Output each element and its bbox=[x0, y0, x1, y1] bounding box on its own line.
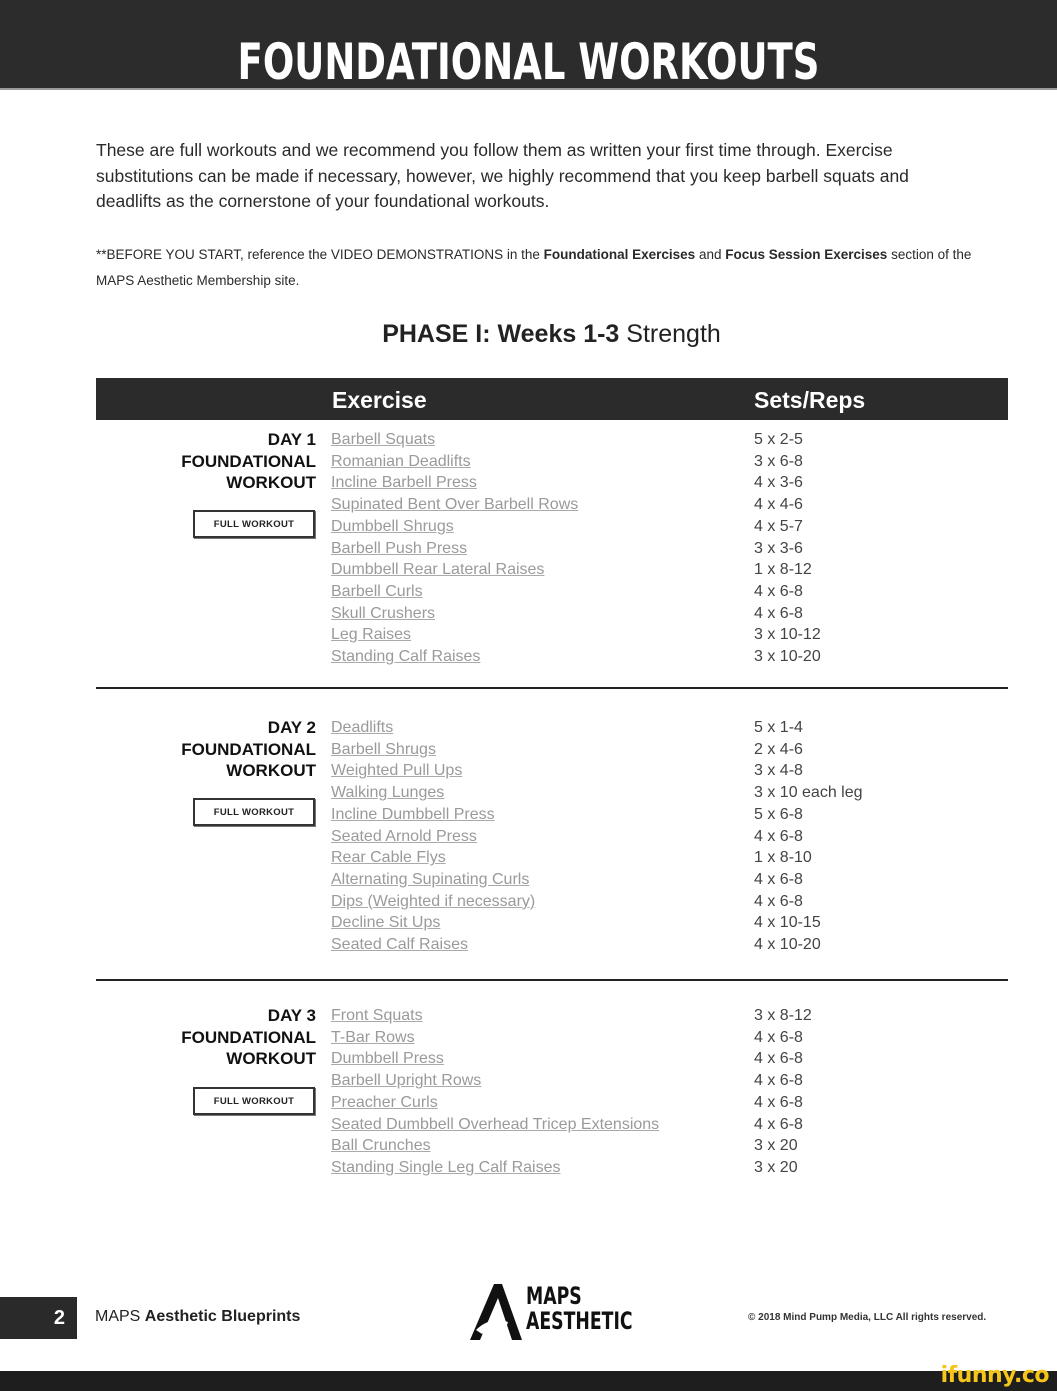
exercise-link[interactable]: Rear Cable Flys bbox=[331, 849, 446, 867]
sets-reps-value: 3 x 20 bbox=[754, 1137, 798, 1155]
exercise-list bbox=[331, 429, 578, 668]
full-workout-button[interactable]: FULL WORKOUT bbox=[193, 510, 315, 538]
sets-reps-value: 4 x 3-6 bbox=[754, 474, 803, 492]
exercise-link[interactable]: Supinated Bent Over Barbell Rows bbox=[331, 496, 579, 514]
phase-title-subtitle: Strength bbox=[619, 320, 721, 348]
sets-reps-value: 4 x 10-15 bbox=[754, 914, 821, 932]
exercise-link[interactable]: Standing Single Leg Calf Raises bbox=[331, 1158, 561, 1176]
exercise-link[interactable]: Weighted Pull Ups bbox=[331, 762, 463, 780]
sets-reps-value: 3 x 10-20 bbox=[754, 648, 821, 666]
sets-reps-value: 1 x 8-12 bbox=[754, 561, 812, 579]
sets-reps-value: 3 x 10 each leg bbox=[754, 784, 863, 802]
sets-reps-value: 2 x 4-6 bbox=[754, 740, 803, 758]
sets-reps-value: 4 x 6-8 bbox=[754, 1093, 803, 1111]
exercise-link[interactable]: Dumbbell Rear Lateral Raises bbox=[331, 561, 545, 579]
day-3-block bbox=[96, 1005, 1008, 1185]
exercise-link[interactable]: Romanian Deadlifts bbox=[331, 452, 471, 470]
exercise-link[interactable]: Barbell Push Press bbox=[331, 539, 468, 557]
column-header-sets-reps: Sets/Reps bbox=[754, 387, 866, 413]
exercise-link[interactable]: Front Squats bbox=[331, 1007, 423, 1024]
exercise-link[interactable]: Dumbbell Press bbox=[331, 1050, 444, 1068]
exercise-link[interactable]: Preacher Curls bbox=[331, 1093, 438, 1111]
ifunny-watermark: ifunny.co bbox=[940, 1363, 1049, 1388]
sets-reps-value: 3 x 10-12 bbox=[754, 626, 821, 644]
exercise-link[interactable]: Alternating Supinating Curls bbox=[331, 870, 530, 888]
sets-reps-value: 5 x 1-4 bbox=[754, 719, 803, 736]
maps-aesthetic-logo bbox=[468, 1282, 648, 1342]
sets-reps-value: 5 x 6-8 bbox=[754, 805, 803, 823]
exercise-link[interactable]: Barbell Squats bbox=[331, 431, 436, 448]
sets-reps-value: 3 x 6-8 bbox=[754, 452, 803, 470]
logo-line: MAPS bbox=[526, 1282, 582, 1310]
day-label bbox=[181, 429, 316, 494]
sets-reps-value: 3 x 8-12 bbox=[754, 1007, 812, 1024]
sets-reps-list bbox=[754, 1005, 812, 1179]
column-header-exercise: Exercise bbox=[332, 387, 427, 413]
table-header bbox=[96, 378, 1008, 420]
day-label bbox=[181, 717, 316, 782]
exercise-link[interactable]: Dips (Weighted if necessary) bbox=[331, 892, 536, 910]
watermark-bar bbox=[0, 1363, 1057, 1391]
exercise-link[interactable]: Incline Barbell Press bbox=[331, 474, 477, 492]
exercise-link[interactable]: Seated Arnold Press bbox=[331, 827, 477, 845]
day-label-line: WORKOUT bbox=[226, 761, 316, 781]
section-divider bbox=[96, 687, 1008, 689]
exercise-link[interactable]: Seated Calf Raises bbox=[331, 936, 468, 954]
sets-reps-list bbox=[754, 429, 821, 668]
footer-brand-text: MAPS bbox=[95, 1308, 145, 1325]
note-text: and bbox=[695, 247, 726, 262]
sets-reps-list bbox=[754, 717, 863, 956]
section-divider bbox=[96, 979, 1008, 981]
sets-reps-value: 4 x 4-6 bbox=[754, 496, 803, 514]
sets-reps-value: 4 x 6-8 bbox=[754, 1028, 803, 1046]
copyright-notice: © 2018 Mind Pump Media, LLC All rights reserved. bbox=[748, 1312, 987, 1323]
exercise-link[interactable]: Barbell Shrugs bbox=[331, 740, 436, 758]
day-label-line: WORKOUT bbox=[226, 473, 316, 493]
sets-reps-value: 1 x 8-10 bbox=[754, 849, 812, 867]
sets-reps-value: 4 x 6-8 bbox=[754, 1050, 803, 1068]
exercise-link[interactable]: Seated Dumbbell Overhead Tricep Extensions bbox=[331, 1115, 660, 1133]
sets-reps-value: 4 x 5-7 bbox=[754, 517, 803, 535]
day-label-line: FOUNDATIONAL bbox=[181, 451, 316, 471]
day-label bbox=[181, 1005, 316, 1070]
logo-line: AESTHETIC bbox=[526, 1307, 633, 1335]
footer-brand bbox=[95, 1308, 300, 1326]
full-workout-button[interactable]: FULL WORKOUT bbox=[193, 798, 315, 826]
sets-reps-value: 3 x 4-8 bbox=[754, 762, 803, 780]
exercise-link[interactable]: Walking Lunges bbox=[331, 784, 445, 802]
exercise-link[interactable]: Leg Raises bbox=[331, 626, 412, 644]
sets-reps-value: 4 x 6-8 bbox=[754, 604, 803, 622]
day-2-block bbox=[96, 717, 1008, 957]
full-workout-button[interactable]: FULL WORKOUT bbox=[193, 1087, 315, 1115]
day-label-line: WORKOUT bbox=[226, 1049, 316, 1069]
exercise-link[interactable]: Ball Crunches bbox=[331, 1137, 431, 1155]
note-text: section of the MAPS Aesthetic Membership site. bbox=[96, 247, 972, 288]
sets-reps-value: 5 x 2-5 bbox=[754, 431, 803, 448]
exercise-link[interactable]: Incline Dumbbell Press bbox=[331, 805, 495, 823]
exercise-link[interactable]: T-Bar Rows bbox=[331, 1028, 415, 1046]
page-title: FOUNDATIONAL WORKOUTS bbox=[237, 33, 820, 91]
note-text: **BEFORE YOU START, reference the VIDEO DEMONSTRATIONS in the bbox=[96, 247, 544, 262]
exercise-link[interactable]: Dumbbell Shrugs bbox=[331, 517, 454, 535]
page-number: 2 bbox=[0, 1297, 77, 1339]
sets-reps-value: 4 x 6-8 bbox=[754, 827, 803, 845]
exercise-list bbox=[331, 717, 535, 956]
sets-reps-value: 4 x 6-8 bbox=[754, 892, 803, 910]
note-bold-foundational: Foundational Exercises bbox=[543, 247, 696, 262]
exercise-link[interactable]: Standing Calf Raises bbox=[331, 648, 481, 666]
sets-reps-value: 4 x 6-8 bbox=[754, 870, 803, 888]
maps-a-logo-icon bbox=[468, 1282, 524, 1342]
before-you-start-note bbox=[96, 242, 976, 294]
day-label-line: DAY 3 bbox=[267, 1006, 316, 1025]
sets-reps-value: 4 x 10-20 bbox=[754, 936, 821, 954]
day-label-line: DAY 2 bbox=[267, 718, 316, 737]
sets-reps-value: 4 x 6-8 bbox=[754, 1072, 803, 1090]
day-label-line: FOUNDATIONAL bbox=[181, 1027, 316, 1047]
exercise-link[interactable]: Skull Crushers bbox=[331, 604, 436, 622]
phase-title-bold: PHASE I: Weeks 1-3 bbox=[382, 320, 620, 348]
day-1-block bbox=[96, 429, 1008, 669]
exercise-link[interactable]: Barbell Curls bbox=[331, 582, 423, 600]
phase-title bbox=[0, 320, 1057, 349]
sets-reps-value: 4 x 6-8 bbox=[754, 582, 803, 600]
exercise-link[interactable]: Decline Sit Ups bbox=[331, 914, 441, 932]
day-label-line: DAY 1 bbox=[267, 430, 316, 449]
sets-reps-value: 4 x 6-8 bbox=[754, 1115, 803, 1133]
logo-text bbox=[526, 1284, 633, 1334]
exercise-list bbox=[331, 1005, 659, 1179]
sets-reps-value: 3 x 20 bbox=[754, 1158, 798, 1176]
exercise-link[interactable]: Deadlifts bbox=[331, 719, 394, 736]
exercise-link[interactable]: Barbell Upright Rows bbox=[331, 1072, 482, 1090]
sets-reps-value: 3 x 3-6 bbox=[754, 539, 803, 557]
title-bar bbox=[0, 0, 1057, 90]
day-label-line: FOUNDATIONAL bbox=[181, 739, 316, 759]
note-bold-focus: Focus Session Exercises bbox=[725, 247, 888, 262]
footer-brand-bold: Aesthetic Blueprints bbox=[144, 1308, 301, 1325]
intro-paragraph: These are full workouts and we recommend you follow them as written your first time through. Exercise substitutions can be made if necessary, however, we highly recommend that you keep barbell squats and deadlifts as the cornerstone of your foundational workouts. bbox=[96, 140, 909, 211]
